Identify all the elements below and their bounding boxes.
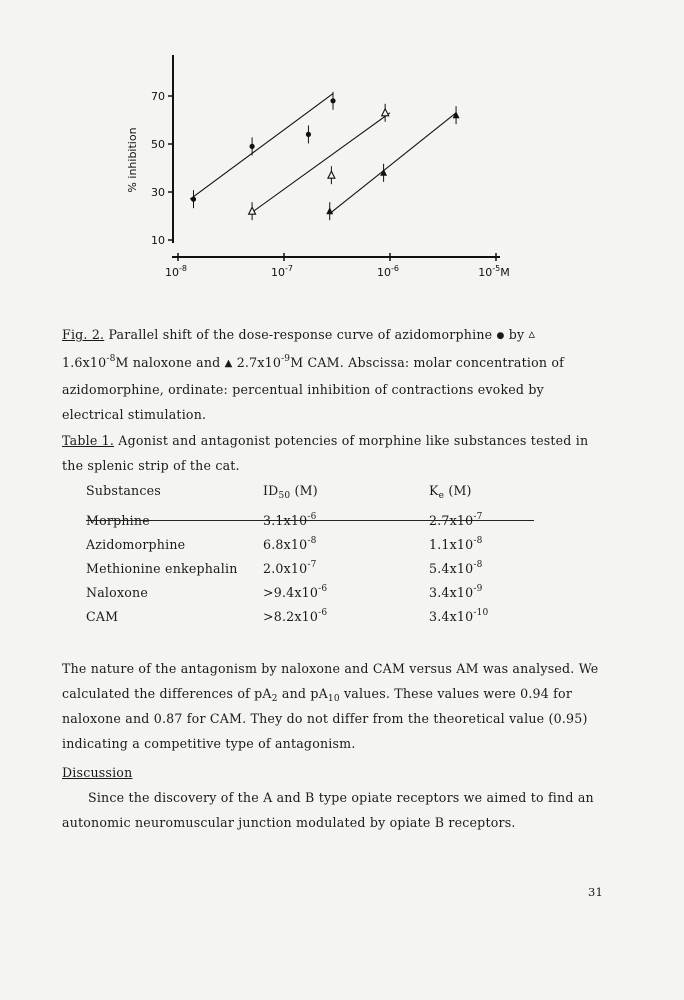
y-tick-label: 50 <box>151 138 165 151</box>
data-points <box>191 92 460 220</box>
figure-caption: Fig. 2. Parallel shift of the dose-response curve of azidomorphine ● by ▵ $1.6x10^{-8}M$ naloxone and ▲ $2.7x10^{-9}M$ CAM. Abscissa: molar concentration of azidomorphine, ordinate: percentual inhibition of contractions evoked by electrical stimulation. <box>62 322 592 427</box>
cell-ke: $1.1x10^{-8}$ <box>429 536 483 552</box>
figure-label: Fig. 2. <box>62 327 105 342</box>
y-axis-label: % inhibition <box>126 127 139 193</box>
fit-line-series-2 <box>250 113 390 214</box>
cell-id50: $>8.2x10^{-6}$ <box>263 608 328 624</box>
potency-table <box>86 483 549 633</box>
fit-line-series-3 <box>330 113 456 214</box>
fit-line-series-1 <box>190 94 333 200</box>
x-tick-label: $10^{-8}$ <box>165 264 187 279</box>
table-caption: Table 1. Agonist and antagonist potencies of morphine like substances tested in the splenic strip of the cat. <box>62 433 589 473</box>
cell-ke: $5.4x10^{-8}$ <box>429 560 483 576</box>
x-tick-label: $10^{-6}$ <box>377 264 399 279</box>
table-row <box>86 537 549 561</box>
y-tick-label: 70 <box>151 90 165 103</box>
cell-substance: Morphine <box>86 513 150 528</box>
page-number: 31 <box>588 885 604 899</box>
filled-triangle-icon: ▲ <box>224 358 233 369</box>
data-point <box>328 171 335 178</box>
y-tick-label: 30 <box>151 186 165 199</box>
cell-ke: $3.4x10^{-9}$ <box>429 584 483 600</box>
cell-id50: $2.0x10^{-7}$ <box>263 560 317 576</box>
cell-substance: Methionine enkephalin <box>86 561 238 576</box>
table-row <box>86 609 549 633</box>
discussion-heading: Discussion <box>62 765 133 780</box>
data-point <box>306 132 311 137</box>
cell-substance: Azidomorphine <box>86 537 186 552</box>
dose-response-chart <box>0 0 684 300</box>
table-row <box>86 561 549 585</box>
open-triangle-icon: ▵ <box>528 327 536 342</box>
y-tick-label: 10 <box>151 234 165 247</box>
cell-substance: Naloxone <box>86 585 148 600</box>
table-header-row <box>86 483 549 513</box>
data-point <box>249 144 254 149</box>
cell-ke: $2.7x10^{-7}$ <box>429 512 483 528</box>
table-row <box>86 585 549 609</box>
data-point <box>326 207 333 214</box>
cell-id50: $6.8x10^{-8}$ <box>263 536 317 552</box>
header-ke: $K_e$ (M) <box>429 483 472 501</box>
fit-lines <box>190 94 456 214</box>
data-point <box>191 197 196 202</box>
data-point <box>382 109 389 116</box>
cell-ke: $3.4x10^{-10}$ <box>429 608 489 624</box>
x-tick-label: $10^{-5}M$ <box>478 264 510 279</box>
results-paragraph: The nature of the antagonism by naloxone and CAM versus AM was analysed. We calculated the differences of $pA_2$ and $pA_{10}$ values. These values were 0.94 for naloxone and 0.87 for CAM. They do not differ from the theoretical value (0.95) indicating a competitive type of antagonism. <box>62 661 599 751</box>
x-tick-label: $10^{-7}$ <box>271 264 293 279</box>
cell-substance: CAM <box>86 609 119 624</box>
circle-marker-icon: ● <box>496 331 505 341</box>
y-ticks <box>151 90 174 247</box>
table-label: Table 1. <box>62 433 115 448</box>
header-substances: Substances <box>86 483 161 498</box>
table-row <box>86 513 549 537</box>
data-point <box>330 98 335 103</box>
discussion-paragraph: Since the discovery of the A and B type opiate receptors we aimed to find an autonomic neuromuscular junction modulated by opiate B receptors. <box>62 790 594 830</box>
cell-id50: $3.1x10^{-6}$ <box>263 512 317 528</box>
cell-id50: $>9.4x10^{-6}$ <box>263 584 328 600</box>
header-id50: $ID_{50}$ (M) <box>263 483 318 501</box>
table-rule <box>86 520 534 521</box>
